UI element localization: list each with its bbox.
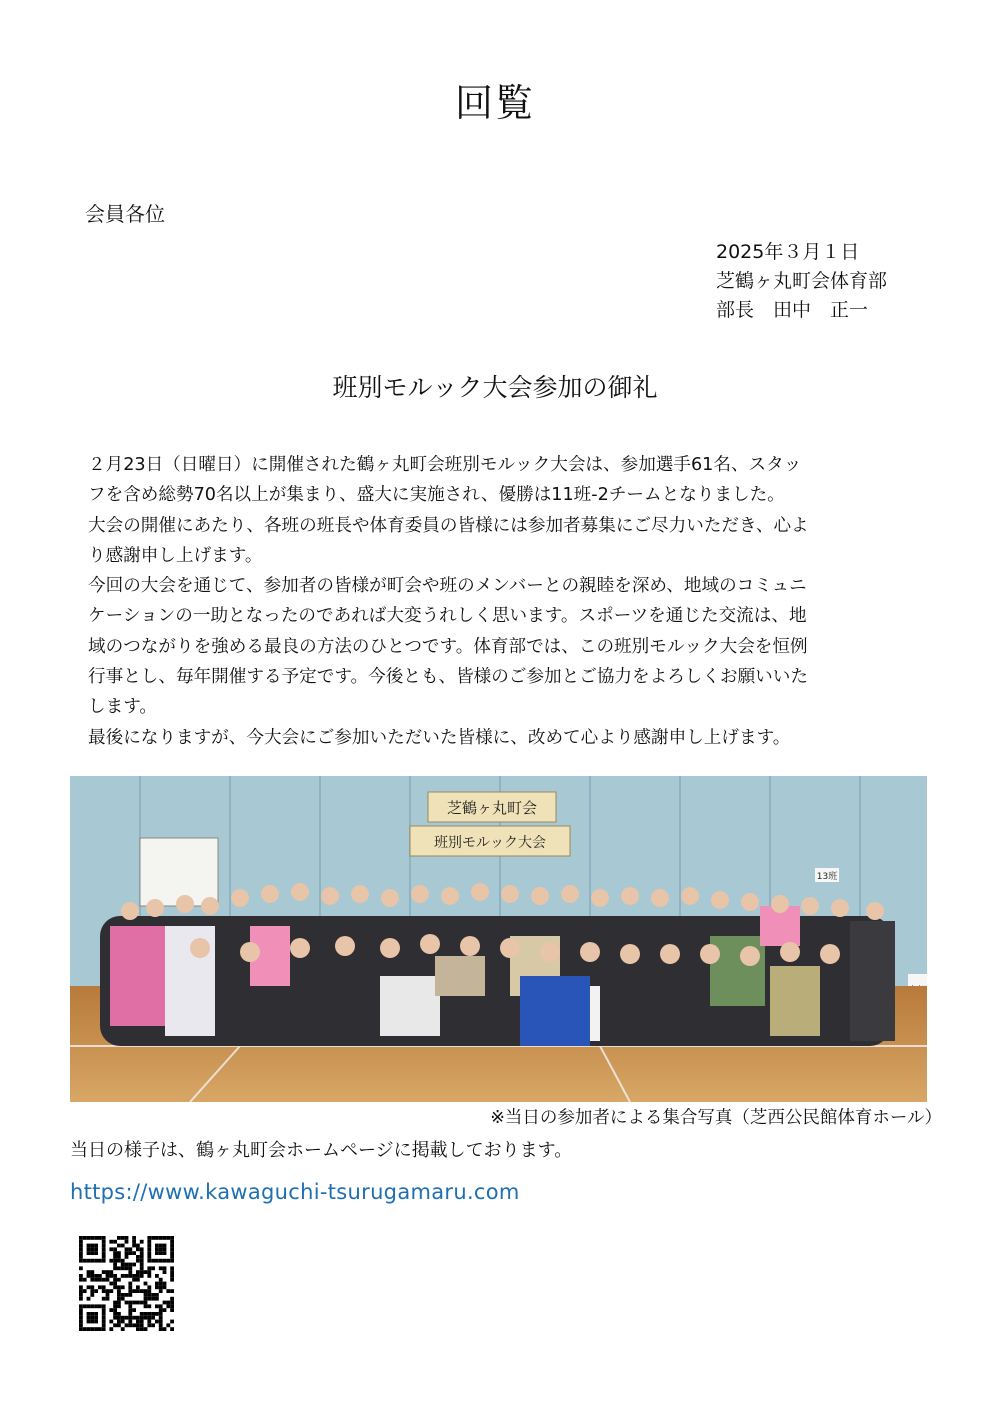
banner-top-text: 芝鶴ヶ丸町会 — [446, 799, 538, 817]
sender-organization: 芝鶴ヶ丸町会体育部 — [716, 270, 888, 292]
crowd — [100, 906, 895, 1046]
body-line: ケーションの一助となったのであれば大変うれしく思います。スポーツを通じた交流は、地 — [88, 606, 807, 627]
addressee: 会員各位 — [85, 202, 165, 226]
photo-caption: ※当日の参加者による集合写真（芝西公民館体育ホール） — [490, 1108, 942, 1128]
body-line: 行事とし、毎年開催する予定です。今後とも、皆様のご参加とご協力をよろしくお願いいた — [88, 667, 808, 688]
document-title: 回覧 — [454, 81, 535, 125]
body-text — [88, 450, 918, 753]
sender-block — [716, 238, 887, 325]
body-line: 今回の大会を通じて、参加者の皆様が町会や班のメンバーとの親睦を深め、地域のコミュニ — [88, 576, 807, 597]
body-line: 域のつながりを強める最良の方法のひとつです。体育部では、この班別モルック大会を恒例 — [88, 636, 808, 657]
team-13-sign-text: 13班 — [816, 872, 838, 882]
subject-heading: 班別モルック大会参加の御礼 — [332, 373, 658, 402]
homepage-notice: 当日の様子は、鶴ヶ丸町会ホームページに掲載しております。 — [70, 1140, 573, 1161]
whiteboard — [140, 838, 218, 906]
qr-code — [79, 1236, 174, 1331]
body-line: り感謝申し上げます。 — [88, 545, 263, 566]
body-line: します。 — [88, 697, 157, 718]
body-line: 大会の開催にあたり、各班の班長や体育委員の皆様には参加者募集にご尽力いただき、心よ — [88, 515, 809, 536]
group-photo — [70, 776, 927, 1102]
issue-date: 2025年３月１日 — [716, 241, 860, 263]
body-line: ２月23日（日曜日）に開催された鶴ヶ丸町会班別モルック大会は、参加選手61名、スタッ — [88, 455, 802, 475]
homepage-link[interactable]: https://www.kawaguchi-tsurugamaru.com — [70, 1180, 520, 1204]
body-line: フを含め総勢70名以上が集まり、盛大に実施され、優勝は11班-2チームとなりました。 — [88, 485, 785, 506]
qr-code-graphic — [79, 1236, 174, 1331]
body-line: 最後になりますが、今大会にご参加いただいた皆様に、改めて心より感謝申し上げます。 — [88, 727, 791, 748]
banner-bottom-text: 班別モルック大会 — [434, 835, 546, 851]
sender-name: 部長 田中 正一 — [716, 299, 869, 321]
